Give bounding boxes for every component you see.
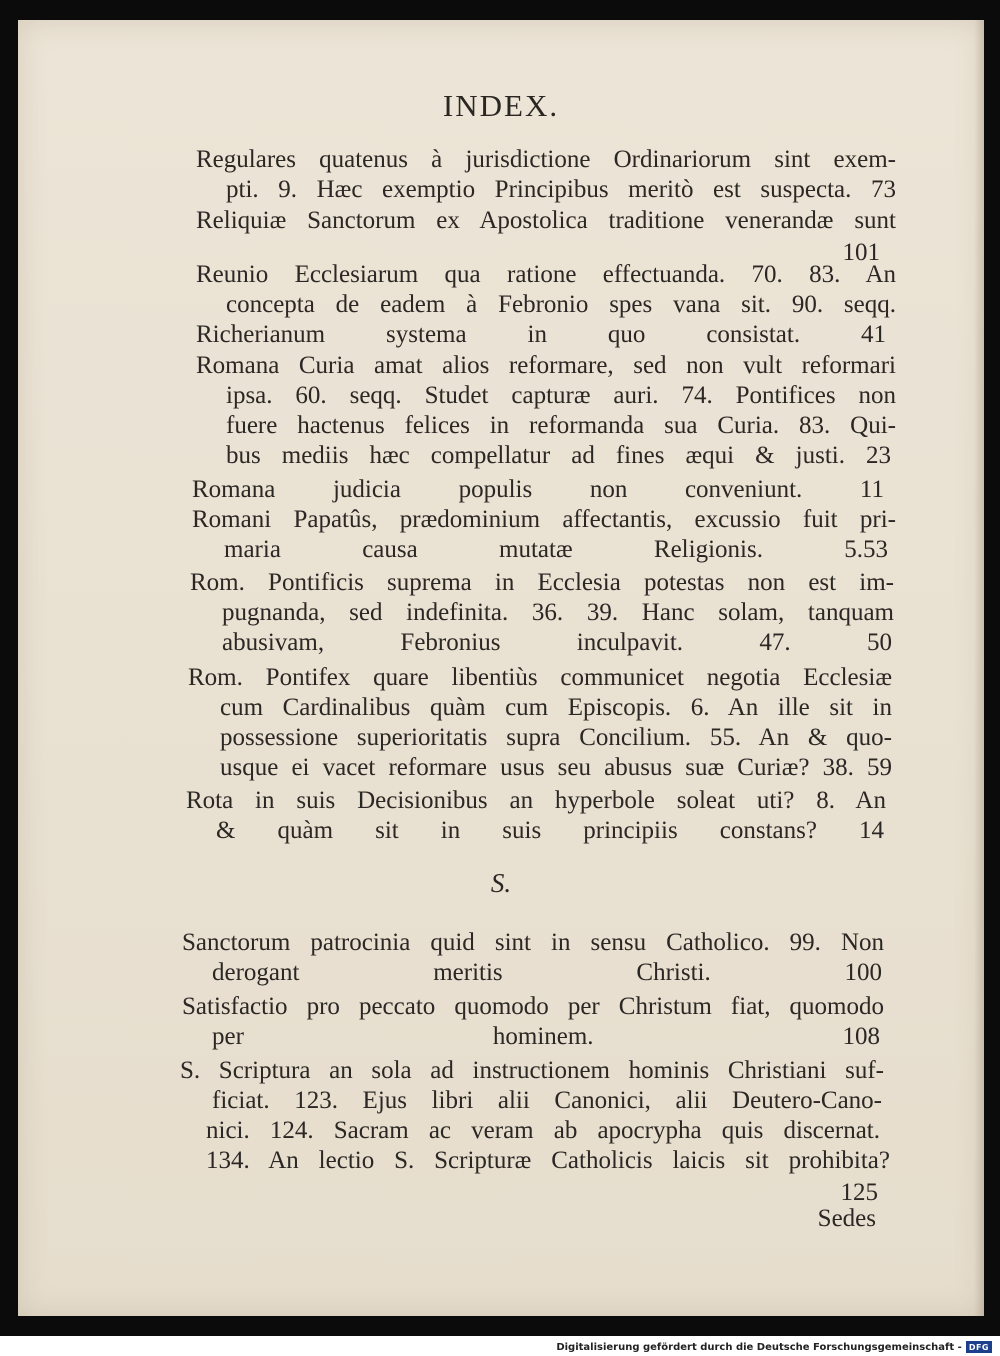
index-line: Romana judicia populis non conveniunt. 11: [192, 476, 884, 503]
digitization-footer: [556, 1339, 992, 1355]
index-line: possessione superioritatis supra Concilium. 55. An & quo-: [220, 724, 892, 751]
index-line: concepta de eadem à Febronio spes vana sit. 90. seqq.: [226, 291, 896, 318]
index-line: abusivam, Febronius inculpavit. 47. 50: [222, 629, 892, 656]
index-line: derogant meritis Christi. 100: [212, 959, 882, 986]
page-edge-shadow: [974, 20, 984, 1316]
index-line: pti. 9. Hæc exemptio Principibus meritò est suspecta. 73: [226, 176, 896, 203]
index-page-ref: 125: [840, 1179, 878, 1206]
index-line: ficiat. 123. Ejus libri alii Canonici, alii Deutero-Cano-: [212, 1087, 882, 1114]
dfg-logo-icon: DFG: [966, 1341, 992, 1353]
index-line: bus mediis hæc compellatur ad fines æqui & justi. 23: [226, 442, 891, 469]
index-line: ipsa. 60. seqq. Studet capturæ auri. 74. Pontifices non: [226, 382, 896, 409]
index-line: maria causa mutatæ Religionis. 5.53: [224, 536, 888, 563]
index-line: Reunio Ecclesiarum qua ratione effectuanda. 70. 83. An: [196, 261, 896, 288]
running-head: INDEX.: [442, 88, 560, 123]
index-line: S. Scriptura an sola ad instructionem hominis Christiani suf-: [180, 1057, 884, 1084]
index-line: Rota in suis Decisionibus an hyperbole soleat uti? 8. An: [186, 787, 886, 814]
index-line: Regulares quatenus à jurisdictione Ordinariorum sint exem-: [196, 146, 896, 173]
index-line: Reliquiæ Sanctorum ex Apostolica traditione venerandæ sunt: [196, 207, 896, 234]
index-page-ref: 101: [842, 239, 880, 266]
index-line: & quàm sit in suis principiis constans? 14: [216, 817, 884, 844]
index-line: Sanctorum patrocinia quid sint in sensu Catholico. 99. Non: [182, 929, 884, 956]
index-line: Rom. Pontifex quare libentiùs communicet negotia Ecclesiæ: [188, 664, 892, 691]
catchword: Sedes: [817, 1205, 876, 1232]
index-line: usque ei vacet reformare usus seu abusus suæ Curiæ? 38. 59: [220, 754, 892, 781]
index-line: Romani Papatûs, prædominium affectantis, excussio fuit pri-: [192, 506, 896, 533]
index-line: Satisfactio pro peccato quomodo per Christum fiat, quomodo: [182, 993, 884, 1020]
index-line: Rom. Pontificis suprema in Ecclesia potestas non est im-: [190, 569, 894, 596]
index-line: Richerianum systema in quo consistat. 41: [196, 321, 886, 348]
section-letter: S.: [490, 868, 512, 898]
index-line: per hominem. 108: [212, 1023, 880, 1050]
index-line: 134. An lectio S. Scripturæ Catholicis laicis sit prohibita?: [206, 1147, 890, 1174]
index-line: pugnanda, sed indefinita. 36. 39. Hanc solam, tanquam: [222, 599, 894, 626]
index-line: nici. 124. Sacram ac veram ab apocrypha quis discernat.: [206, 1117, 880, 1144]
index-line: fuere hactenus felices in reformanda sua Curia. 83. Qui-: [226, 412, 896, 439]
index-line: cum Cardinalibus quàm cum Episcopis. 6. An ille sit in: [220, 694, 892, 721]
book-page: [18, 20, 984, 1316]
index-line: Romana Curia amat alios reformare, sed non vult reformari: [196, 352, 896, 379]
footer-credit: Digitalisierung gefördert durch die Deutsche Forschungsgemeinschaft -: [556, 1341, 962, 1353]
